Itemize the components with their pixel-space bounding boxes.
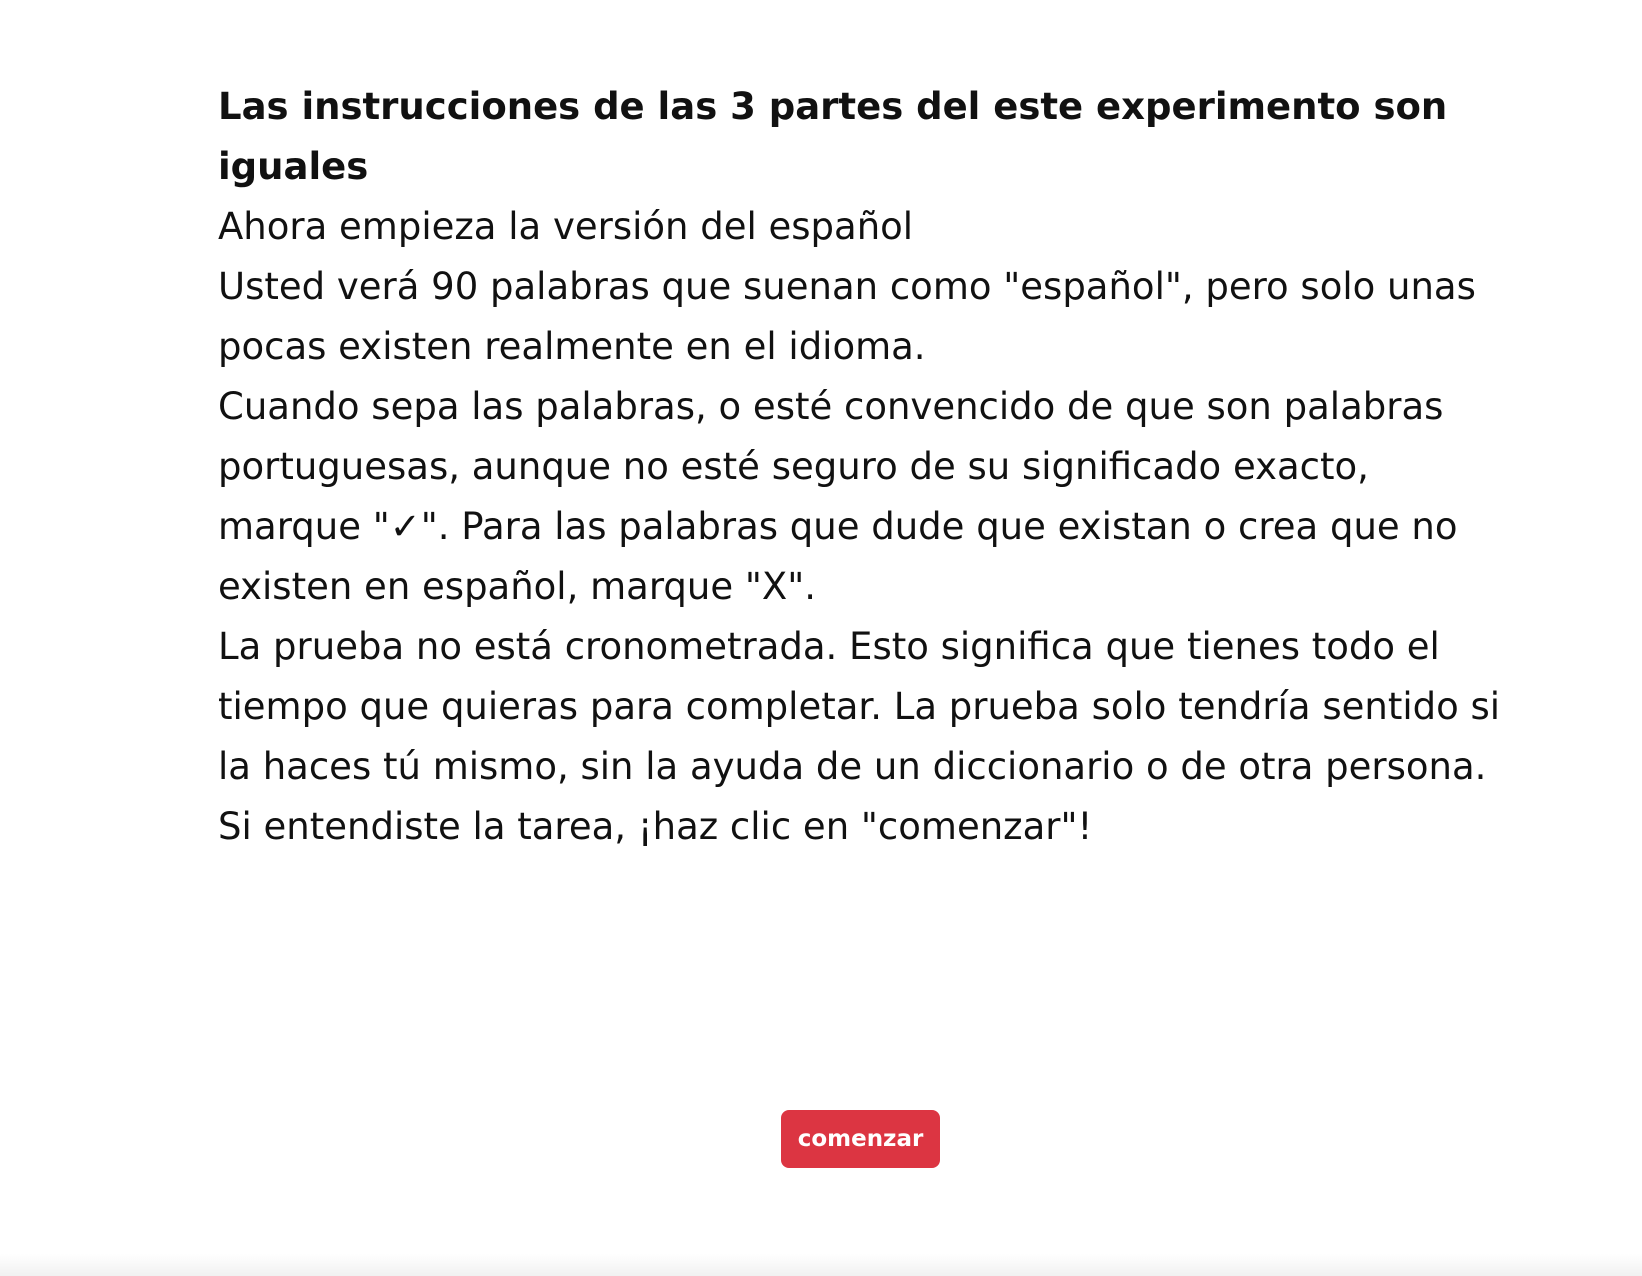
instructions-paragraph-start: Si entendiste la tarea, ¡haz clic en "comenzar"! <box>218 805 1093 848</box>
instructions-paragraph-marking: Cuando sepa las palabras, o esté convencido de que son palabras portuguesas, aunque no esté seguro de su significado exacto, marque "✓". Para las palabras que dude que existan o crea que no existen en español, marque "X". <box>218 385 1458 608</box>
instructions-heading: Las instrucciones de las 3 partes del este experimento son iguales <box>218 85 1448 188</box>
bottom-edge <box>0 1254 1642 1276</box>
instructions-paragraph-words: Usted verá 90 palabras que suenan como "español", pero solo unas pocas existen realmente en el idioma. <box>218 265 1476 368</box>
start-button-container <box>781 1110 940 1168</box>
instructions-block <box>218 77 1518 857</box>
start-button[interactable]: comenzar <box>781 1110 940 1168</box>
instructions-paragraph-version: Ahora empieza la versión del español <box>218 205 914 248</box>
instructions-paragraph-timing: La prueba no está cronometrada. Esto significa que tienes todo el tiempo que quieras para completar. La prueba solo tendría sentido si la haces tú mismo, sin la ayuda de un diccionario o de otra persona. <box>218 625 1501 788</box>
